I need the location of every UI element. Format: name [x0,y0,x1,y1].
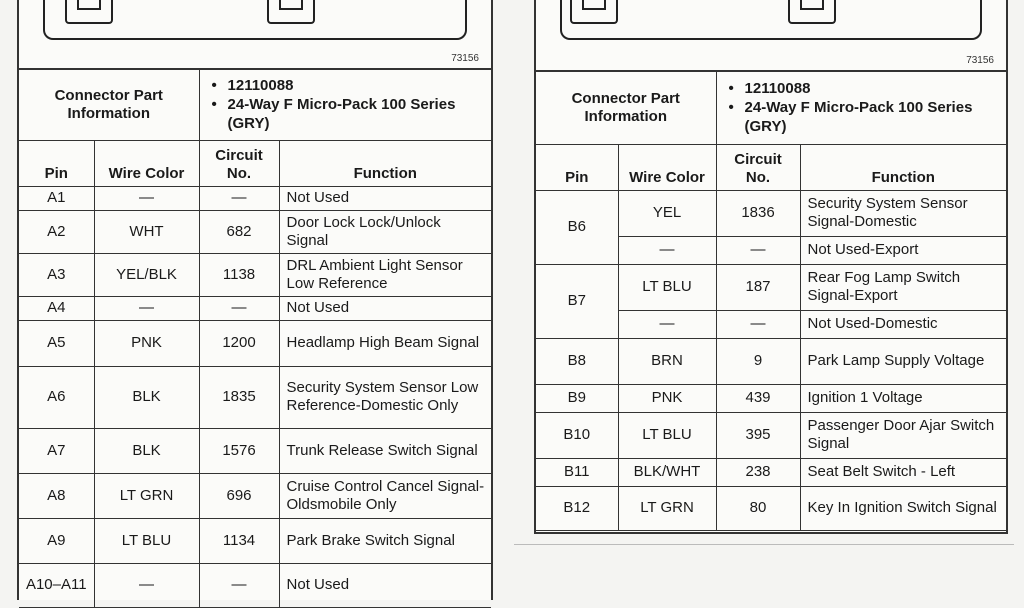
table-row [536,458,1006,486]
header-row [19,140,491,186]
circuit-cell: 682 [199,210,279,253]
table-row [536,384,1006,412]
wire-color-cell: YEL [618,190,716,236]
table-row [536,264,1006,310]
circuit-cell: — [716,236,800,264]
pin-header: Pin [536,144,618,190]
connector-figure [536,0,1006,72]
table-row [19,563,491,607]
table-row [536,486,1006,530]
wire-color-cell: LT BLU [94,518,199,563]
wire-color-cell: LT BLU [618,412,716,458]
function-cell: Not Used-Export [800,236,1006,264]
wire-color-cell: — [94,563,199,607]
connector-info-row [19,70,491,140]
circuit-cell: — [716,310,800,338]
circuit-cell: 395 [716,412,800,458]
connector-outline [43,0,467,40]
connector-info-row [536,72,1006,144]
table-row [536,412,1006,458]
wire-color-cell: PNK [94,320,199,366]
wire-color-header: Wire Color [618,144,716,190]
connector-info-label: Connector Part Information [19,70,199,140]
right-connector-panel [534,0,1008,534]
pin-cell: B6 [536,190,618,264]
wire-color-cell: — [94,186,199,210]
table-row [19,296,491,320]
table-row [19,428,491,473]
function-cell: Not Used-Domestic [800,310,1006,338]
wire-color-cell: YEL/BLK [94,253,199,296]
wire-color-cell: BLK [94,428,199,473]
function-header: Function [279,140,491,186]
circuit-cell: 1836 [716,190,800,236]
function-header: Function [800,144,1006,190]
function-cell: Security System Sensor Low Reference-Domestic Only [279,366,491,428]
connector-table-left [19,70,491,608]
pin-cell: B8 [536,338,618,384]
function-cell: Not Used [279,296,491,320]
table-row [536,190,1006,236]
connector-latch-right [788,0,836,24]
function-cell: Not Used [279,563,491,607]
part-number: • 12110088 [729,79,1000,98]
function-cell: DRL Ambient Light Sensor Low Reference [279,253,491,296]
figure-number: 73156 [451,53,479,64]
connector-info-label: Connector Part Information [536,72,716,144]
circuit-no-header: Circuit No. [199,140,279,186]
wire-color-cell: BLK/WHT [618,458,716,486]
pin-cell: A10–A11 [19,563,94,607]
function-cell: Trunk Release Switch Signal [279,428,491,473]
connector-outline [560,0,982,40]
pin-cell: A2 [19,210,94,253]
function-cell: Key In Ignition Switch Signal [800,486,1006,530]
function-cell: Door Lock Lock/Unlock Signal [279,210,491,253]
function-cell: Park Lamp Supply Voltage [800,338,1006,384]
wire-color-cell: PNK [618,384,716,412]
connector-info-list [716,72,1006,144]
table-row [19,473,491,518]
function-cell: Seat Belt Switch - Left [800,458,1006,486]
pin-cell: B9 [536,384,618,412]
function-cell: Security System Sensor Signal-Domestic [800,190,1006,236]
pin-cell: A1 [19,186,94,210]
circuit-cell: — [199,186,279,210]
pin-cell: A7 [19,428,94,473]
connector-latch-right [267,0,315,24]
pin-cell: B11 [536,458,618,486]
table-row [19,320,491,366]
circuit-cell: 439 [716,384,800,412]
function-cell: Not Used [279,186,491,210]
circuit-cell: — [199,296,279,320]
divider-rule [514,544,1014,545]
connector-latch-left [570,0,618,24]
circuit-cell: — [199,563,279,607]
wire-color-cell: — [618,310,716,338]
pin-cell: A3 [19,253,94,296]
pin-cell: A9 [19,518,94,563]
figure-number: 73156 [966,55,994,66]
pin-cell: A8 [19,473,94,518]
wire-color-cell: BRN [618,338,716,384]
part-number: • 12110088 [212,76,485,95]
table-row [536,338,1006,384]
connector-description: • 24-Way F Micro-Pack 100 Series (GRY) [212,95,485,133]
left-connector-panel [17,0,493,600]
circuit-no-header: Circuit No. [716,144,800,190]
circuit-cell: 238 [716,458,800,486]
pin-cell: A5 [19,320,94,366]
wire-color-cell: LT BLU [618,264,716,310]
table-row [19,518,491,563]
wire-color-cell: — [618,236,716,264]
circuit-cell: 1134 [199,518,279,563]
wire-color-header: Wire Color [94,140,199,186]
header-row [536,144,1006,190]
circuit-cell: 9 [716,338,800,384]
circuit-cell: 696 [199,473,279,518]
pin-header: Pin [19,140,94,186]
function-cell: Ignition 1 Voltage [800,384,1006,412]
circuit-cell: 1576 [199,428,279,473]
table-row [19,186,491,210]
pin-cell: A4 [19,296,94,320]
function-cell: Cruise Control Cancel Signal-Oldsmobile Only [279,473,491,518]
function-cell: Headlamp High Beam Signal [279,320,491,366]
wire-color-cell: BLK [94,366,199,428]
wire-color-cell: — [94,296,199,320]
connector-latch-left [65,0,113,24]
table-row [19,253,491,296]
function-cell: Park Brake Switch Signal [279,518,491,563]
wire-color-cell: LT GRN [94,473,199,518]
connector-figure [19,0,491,70]
pin-cell: B7 [536,264,618,338]
table-row [19,366,491,428]
connector-info-list [199,70,491,140]
table-row [19,210,491,253]
circuit-cell: 1138 [199,253,279,296]
circuit-cell: 1200 [199,320,279,366]
connector-table-right [536,72,1006,531]
connector-description: • 24-Way F Micro-Pack 100 Series (GRY) [729,98,1000,136]
function-cell: Passenger Door Ajar Switch Signal [800,412,1006,458]
circuit-cell: 187 [716,264,800,310]
circuit-cell: 1835 [199,366,279,428]
pin-cell: A6 [19,366,94,428]
wire-color-cell: WHT [94,210,199,253]
pin-cell: B12 [536,486,618,530]
pin-cell: B10 [536,412,618,458]
function-cell: Rear Fog Lamp Switch Signal-Export [800,264,1006,310]
wire-color-cell: LT GRN [618,486,716,530]
circuit-cell: 80 [716,486,800,530]
